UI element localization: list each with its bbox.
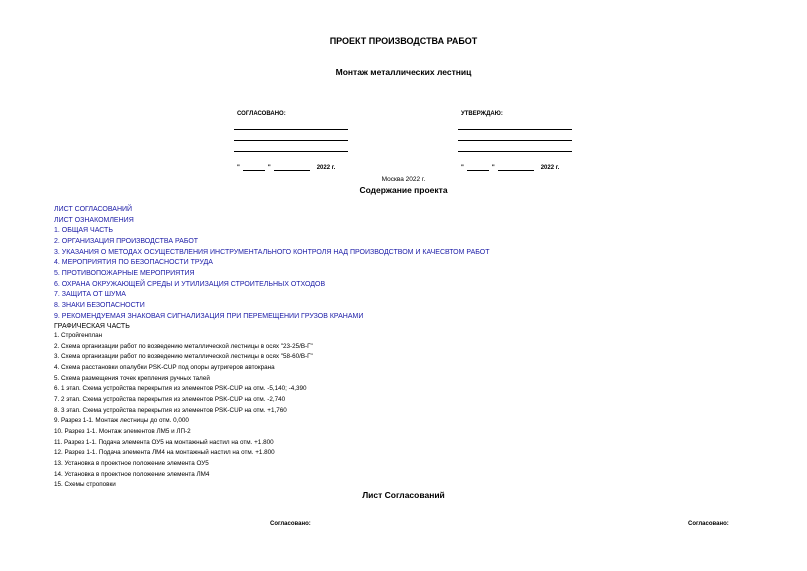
list-item: 10. Разрез 1-1. Монтаж элементов ЛМ5 и ЛП-2 <box>54 427 191 435</box>
list-item: 8. 3 этап. Схема устройства перекрытия из элементов PSK-CUP на отм. +1,760 <box>54 406 287 414</box>
toc-link-noise-protection[interactable]: 7. ЗАЩИТА ОТ ШУМА <box>54 291 126 299</box>
signature-line <box>458 151 572 152</box>
date-quote-open: " <box>461 165 464 171</box>
list-item: 5. Схема размещения точек крепления ручных талей <box>54 374 210 382</box>
signature-line <box>234 151 348 152</box>
graphic-part-label: ГРАФИЧЕСКАЯ ЧАСТЬ <box>54 323 130 331</box>
toc-link-labor-safety[interactable]: 4. МЕРОПРИЯТИЯ ПО БЕЗОПАСНОСТИ ТРУДА <box>54 259 213 267</box>
list-item: 9. Разрез 1-1. Монтаж лестницы до отм. 0,000 <box>54 417 189 425</box>
approval-left-label: СОГЛАСОВАНО: <box>237 111 286 117</box>
agreed-left-label: Согласовано: <box>270 521 311 527</box>
date-day-blank <box>467 164 489 171</box>
signature-line <box>234 140 348 141</box>
list-item: 6. 1 этап. Схема устройства перекрытия из элементов PSK-CUP на отм. -5,140; -4,390 <box>54 385 307 393</box>
contents-title: Содержание проекта <box>359 185 448 195</box>
approval-right-label: УТВЕРЖДАЮ: <box>461 111 503 117</box>
date-quote-close: " <box>491 165 495 171</box>
document-subtitle: Монтаж металлических лестниц <box>335 67 472 77</box>
toc-link-instrumental-control[interactable]: 3. УКАЗАНИЯ О МЕТОДАХ ОСУЩЕСТВЛЕНИЯ ИНСТРУМЕНТАЛЬНОГО КОНТРОЛЯ НАД ПРОИЗВОДСТВОМ И КАЧЕСВТОМ РАБОТ <box>54 248 490 256</box>
list-item: 15. Схемы строповки <box>54 481 116 489</box>
table-of-contents <box>54 205 490 333</box>
document-title: ПРОЕКТ ПРОИЗВОДСТВА РАБОТ <box>329 36 478 46</box>
list-item: 11. Разрез 1-1. Подача элемента ОУ5 на монтажный настил на отм. +1.800 <box>54 438 274 446</box>
date-year: 2022 г. <box>540 165 560 171</box>
toc-link-agreement-sheet[interactable]: ЛИСТ СОГЛАСОВАНИЙ <box>54 206 133 213</box>
agreed-right-label: Согласовано: <box>688 521 729 527</box>
list-item: 4. Схема расстановки опалубки PSK-CUP под опоры аутригеров автокрана <box>54 363 275 371</box>
list-item: 1. Стройгенплан <box>54 332 103 339</box>
date-day-blank <box>243 164 265 171</box>
toc-link-work-organization[interactable]: 2. ОРГАНИЗАЦИЯ ПРОИЗВОДСТВА РАБОТ <box>54 237 199 245</box>
list-item: 13. Установка в проектное положение элемента ОУ5 <box>54 459 209 467</box>
list-item: 12. Разрез 1-1. Подача элемента ЛМ4 на монтажный настил на отм. +1.800 <box>54 449 275 457</box>
date-quote-close: " <box>267 165 271 171</box>
approval-right-date <box>461 164 559 171</box>
list-item: 14. Установка в проектное положение элемента ЛМ4 <box>54 470 210 478</box>
list-item: 7. 2 этап. Схема устройства перекрытия из элементов PSK-CUP на отм. -2,740 <box>54 395 286 403</box>
date-year: 2022 г. <box>316 165 336 171</box>
toc-link-fire-safety[interactable]: 5. ПРОТИВОПОЖАРНЫЕ МЕРОПРИЯТИЯ <box>54 269 195 277</box>
toc-link-general-part[interactable]: 1. ОБЩАЯ ЧАСТЬ <box>54 227 113 235</box>
signature-line <box>458 129 572 130</box>
toc-link-safety-signs[interactable]: 8. ЗНАКИ БЕЗОПАСНОСТИ <box>54 301 145 309</box>
agreement-sheet-title: Лист Согласований <box>362 490 445 500</box>
drawings-list <box>54 331 313 491</box>
toc-link-environment[interactable]: 6. ОХРАНА ОКРУЖАЮЩЕЙ СРЕДЫ И УТИЛИЗАЦИЯ СТРОИТЕЛЬНЫХ ОТХОДОВ <box>54 280 326 288</box>
date-quote-open: " <box>237 165 240 171</box>
date-month-blank <box>498 164 534 171</box>
toc-link-familiarization-sheet[interactable]: ЛИСТ ОЗНАКОМЛЕНИЯ <box>54 216 134 224</box>
city-year: Москва 2022 г. <box>381 176 426 183</box>
list-item: 2. Схема организации работ по возведению металлической лестницы в осях "23-25/В-Г" <box>54 342 313 350</box>
signature-line <box>458 140 572 141</box>
date-month-blank <box>274 164 310 171</box>
approval-left-date <box>237 164 335 171</box>
list-item: 3. Схема организации работ по возведению металлической лестницы в осях "58-60/В-Г" <box>54 353 313 361</box>
signature-line <box>234 129 348 130</box>
toc-link-crane-signals[interactable]: 9. РЕКОМЕНДУЕМАЯ ЗНАКОВАЯ СИГНАЛИЗАЦИЯ ПРИ ПЕРЕМЕЩЕНИИ ГРУЗОВ КРАНАМИ <box>54 312 364 320</box>
